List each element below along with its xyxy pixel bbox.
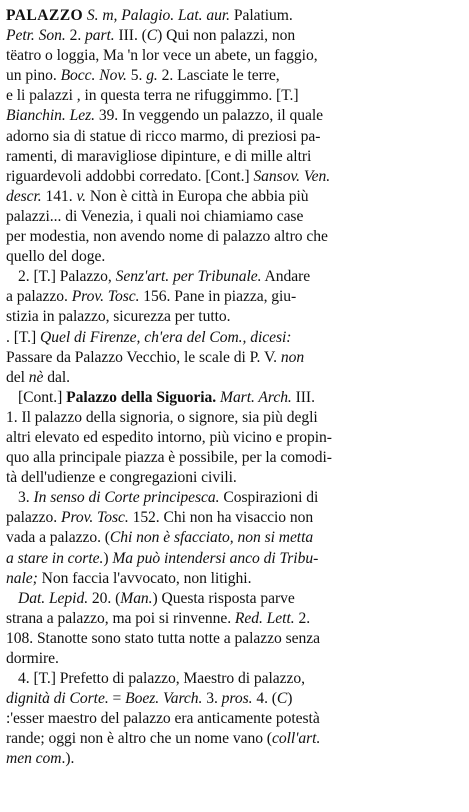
entry-text: vada a palazzo. (: [6, 529, 110, 547]
entry-text: 2. Lasciate le terre,: [157, 67, 280, 85]
entry-line: [6, 247, 463, 267]
entry-line: [6, 147, 463, 167]
entry-line: [6, 287, 463, 307]
entry-text: e li palazzi , in questa terra ne rifuggimmo. [T.]: [6, 87, 299, 105]
entry-line: [6, 127, 463, 147]
entry-line: [6, 106, 463, 126]
entry-line: [6, 6, 463, 26]
entry-line: [6, 569, 463, 589]
entry-text: Red. Lett.: [234, 609, 295, 627]
entry-line: [6, 448, 463, 468]
entry-text: v.: [76, 187, 87, 205]
entry-text: pros.: [221, 690, 253, 708]
entry-line: [6, 508, 463, 528]
entry-text: Non faccia l'avvocato, non litighi.: [37, 569, 252, 587]
entry-text: tëatro o loggia, Ma 'n lor vece un abete, un faggio,: [6, 47, 318, 65]
entry-line: [6, 46, 463, 66]
entry-line: [6, 749, 463, 769]
entry-text: Cospirazioni di: [219, 489, 319, 507]
entry-text: non: [280, 348, 305, 366]
entry-text: strana a palazzo, ma poi si rinvenne.: [6, 609, 235, 627]
entry-text: 3.: [202, 690, 222, 708]
entry-text: tà dell'udienze e congregazioni civili.: [6, 469, 237, 487]
entry-text: riguardevoli addobbi corredato. [Cont.]: [6, 167, 254, 185]
entry-text: Palagio. Lat. aur.: [121, 7, 230, 24]
entry-line: [6, 267, 463, 287]
entry-text: 20. (: [88, 589, 121, 607]
entry-text: Palatium.: [229, 7, 293, 24]
entry-text: coll'art.: [271, 730, 321, 748]
entry-text: 141.: [41, 187, 77, 205]
entry-line: [6, 689, 463, 709]
entry-line: [6, 328, 463, 348]
entry-text: 156. Pane in piazza, giu-: [139, 288, 297, 306]
entry-text: Non è città in Europa che abbia più: [86, 187, 309, 205]
entry-line: [6, 468, 463, 488]
entry-text: S. m,: [86, 7, 118, 24]
entry-text: quello del doge.: [6, 248, 106, 266]
entry-text: a palazzo.: [6, 288, 72, 306]
entry-text: rande; oggi non è altro che un nome vano (: [6, 730, 272, 748]
entry-text: 2.: [294, 609, 311, 627]
entry-line: [6, 709, 463, 729]
entry-text: Sansov. Ven.: [253, 167, 331, 185]
entry-text: Petr. Son.: [6, 27, 66, 45]
entry-text: 2. [T.] Palazzo,: [18, 268, 116, 286]
entry-line: [6, 86, 463, 106]
entry-line: [6, 348, 463, 368]
entry-text: del: [6, 368, 29, 386]
entry-text: Andare: [261, 268, 311, 286]
entry-text: ramenti, di maravigliose dipinture, e di mille altri: [6, 147, 312, 165]
entry-line: [6, 488, 463, 508]
entry-text: .: [61, 750, 66, 768]
entry-text: nè: [28, 368, 44, 386]
entry-text: Prov. Tosc.: [60, 509, 129, 527]
entry-text: Bocc. Nov.: [60, 67, 127, 85]
entry-text: men com: [6, 750, 62, 768]
entry-text: =: [108, 690, 126, 708]
entry-line: [6, 26, 463, 46]
entry-line: [6, 428, 463, 448]
entry-text: 108. Stanotte sono stato tutta notte a palazzo senza: [6, 629, 320, 647]
entry-text: 3.: [18, 489, 34, 507]
entry-text: ): [103, 549, 113, 567]
entry-text: 39. In veggendo un palazzo, il quale: [94, 107, 324, 125]
entry-line: [6, 629, 463, 649]
entry-text: ): [287, 690, 293, 708]
entry-text: Ma può intendersi anco di Tribu-: [112, 549, 319, 567]
entry-text: part.: [85, 27, 115, 45]
dictionary-entry-palazzo: [6, 6, 463, 770]
entry-line: [6, 66, 463, 86]
entry-text: :'esser maestro del palazzo era anticamente potestà: [6, 710, 320, 728]
entry-text: palazzi... di Venezia, i quali noi chiamiamo case: [6, 207, 304, 225]
entry-text: . [T.]: [6, 328, 40, 346]
entry-text: dormire.: [6, 650, 59, 667]
entry-text: ).: [65, 750, 75, 768]
entry-text: 4. [T.] Prefetto di palazzo, Maestro di palazzo,: [18, 670, 305, 688]
entry-text: stizia in palazzo, sicurezza per tutto.: [6, 308, 231, 326]
entry-text: Mart. Arch.: [220, 388, 292, 406]
entry-text: 2.: [65, 27, 86, 45]
entry-line: [6, 589, 463, 609]
entry-text: quo alla principale piazza è possibile, per la comodi-: [6, 449, 332, 467]
entry-text: III. (: [114, 27, 147, 45]
entry-text: Boez. Varch.: [125, 690, 203, 708]
entry-text: a stare in corte.: [6, 549, 104, 567]
entry-text: Quel di Firenze, ch'era del Com., dicesi:: [40, 328, 292, 346]
entry-line: [6, 528, 463, 548]
entry-line: [6, 187, 463, 207]
entry-text: III.: [291, 388, 315, 406]
entry-text: Prov. Tosc.: [71, 288, 140, 306]
entry-text: Passare da Palazzo Vecchio, le scale di P. V.: [6, 348, 281, 366]
entry-text: descr.: [6, 187, 42, 205]
entry-line: [6, 549, 463, 569]
entry-text: Man.: [120, 589, 153, 607]
entry-text: adorno sia di statue di ricco marmo, di preziosi pa-: [6, 127, 321, 145]
entry-text: un pino.: [6, 67, 61, 85]
entry-line: [6, 307, 463, 327]
entry-text: Chi non è sfacciato, non si metta: [109, 529, 314, 547]
entry-text: ) Qui non palazzi, non: [157, 27, 296, 45]
entry-text: altri elevato ed espedito intorno, più vicino e propin-: [6, 428, 332, 446]
entry-text: Bianchin. Lez.: [6, 107, 95, 125]
entry-line: [6, 227, 463, 247]
entry-line: [6, 388, 463, 408]
entry-text: C: [276, 690, 288, 708]
entry-text: 1. Il palazzo della signoria, o signore, sia più degli: [6, 408, 318, 426]
entry-line: [6, 167, 463, 187]
entry-text: 152. Chi non ha visaccio non: [128, 509, 314, 527]
entry-text: dignità di Corte.: [6, 690, 109, 708]
entry-text: In senso di Corte principesca.: [33, 489, 220, 507]
entry-line: [6, 649, 463, 669]
headword: PALAZZO: [6, 7, 84, 24]
entry-text: per modestia, non avendo nome di palazzo altro che: [6, 228, 328, 246]
entry-line: [6, 729, 463, 749]
entry-line: [6, 368, 463, 388]
entry-text: 4. (: [252, 690, 277, 708]
entry-line: [6, 408, 463, 428]
entry-text: Senz'art. per Tribunale.: [115, 268, 262, 286]
entry-text: palazzo.: [6, 509, 61, 527]
entry-text: C: [146, 27, 158, 45]
entry-text: Dat. Lepid.: [18, 589, 89, 607]
entry-text: dal.: [43, 368, 70, 386]
entry-text: g.: [146, 67, 158, 85]
entry-text: ) Questa risposta parve: [152, 589, 295, 607]
entry-text: Palazzo della Siguoria.: [66, 388, 217, 406]
entry-line: [6, 609, 463, 629]
entry-text: 5.: [126, 67, 147, 85]
entry-line: [6, 207, 463, 227]
entry-line: [6, 669, 463, 689]
entry-text: nale;: [6, 569, 38, 587]
entry-text: [Cont.]: [18, 388, 67, 406]
